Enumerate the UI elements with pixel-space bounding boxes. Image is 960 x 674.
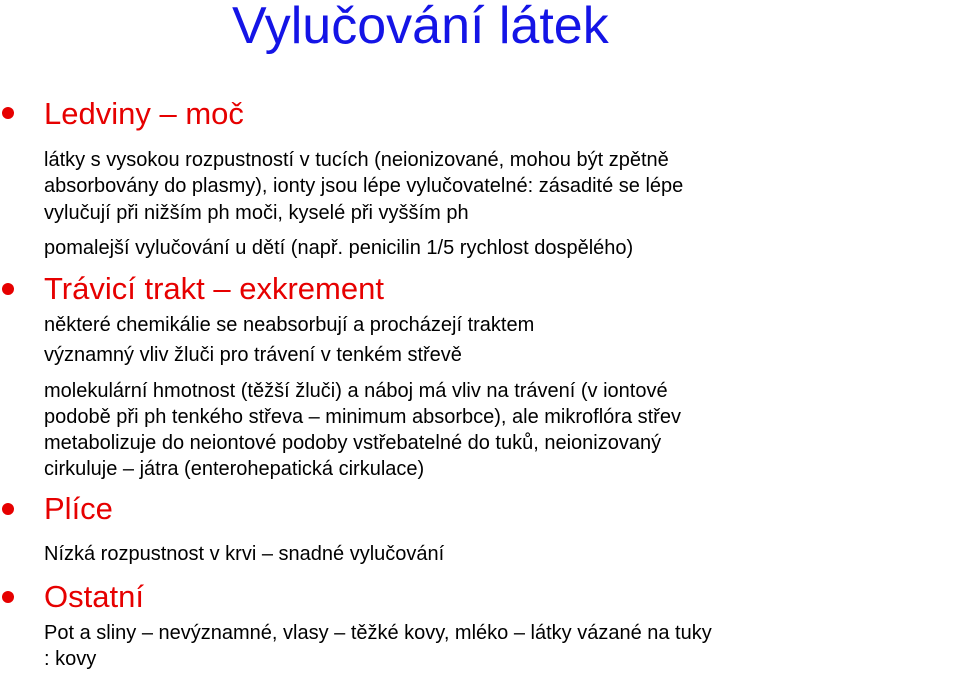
section-line: absorbovány do plasmy), ionty jsou lépe vylučovatelné: zásadité se lépe	[44, 175, 684, 197]
section-line: metabolizuje do neiontové podoby vstřebatelné do tuků, neionizovaný	[44, 432, 662, 454]
section-line: molekulární hmotnost (těžší žluči) a náboj má vliv na trávení (v iontové	[44, 380, 668, 402]
section-line: látky s vysokou rozpustností v tucích (neionizované, mohou být zpětně	[44, 149, 669, 171]
bullet-icon	[2, 283, 14, 295]
section-heading-travici-trakt: Trávicí trakt – exkrement	[44, 271, 384, 306]
section-line: cirkuluje – játra (enterohepatická cirkulace)	[44, 458, 425, 480]
slide-title: Vylučování látek	[232, 0, 609, 55]
section-line: významný vliv žluči pro trávení v tenkém střevě	[44, 344, 462, 366]
section-line: : kovy	[44, 648, 97, 670]
section-heading-ostatni: Ostatní	[44, 579, 144, 614]
section-line: Pot a sliny – nevýznamné, vlasy – těžké kovy, mléko – látky vázané na tuky	[44, 622, 712, 644]
section-line: podobě při ph tenkého střeva – minimum absorbce), ale mikroflóra střev	[44, 406, 681, 428]
bullet-icon	[2, 107, 14, 119]
bullet-icon	[2, 503, 14, 515]
section-line: Nízká rozpustnost v krvi – snadné vylučování	[44, 543, 445, 565]
section-heading-plice: Plíce	[44, 491, 113, 526]
section-heading-ledviny: Ledviny – moč	[44, 96, 244, 131]
section-line: některé chemikálie se neabsorbují a procházejí traktem	[44, 314, 535, 336]
section-line: pomalejší vylučování u dětí (např. penicilin 1/5 rychlost dospělého)	[44, 237, 634, 259]
section-line: vylučují při nižším ph moči, kyselé při vyšším ph	[44, 202, 469, 224]
bullet-icon	[2, 591, 14, 603]
